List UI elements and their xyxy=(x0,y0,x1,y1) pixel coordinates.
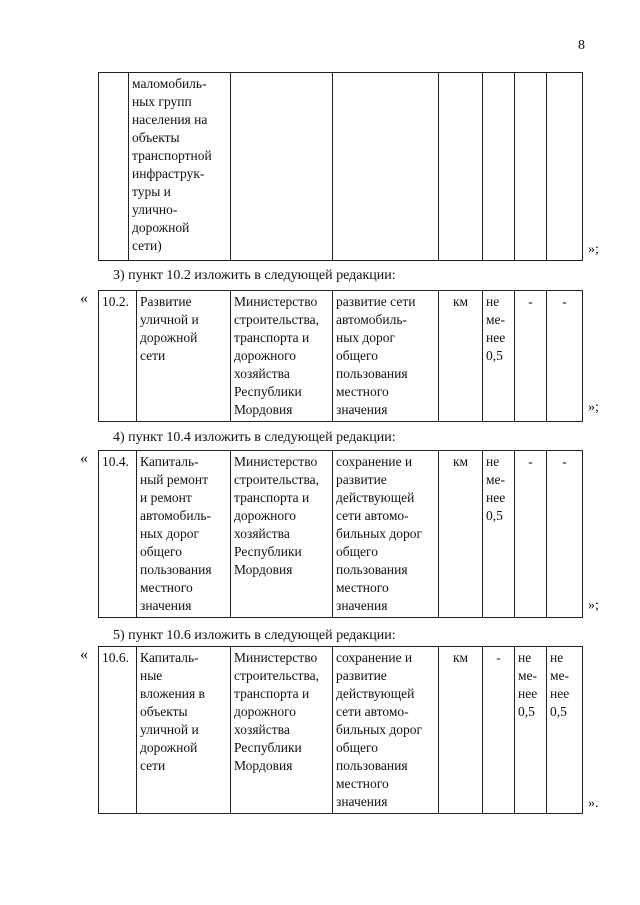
cell-line: хозяйства xyxy=(234,366,290,381)
cell-col7 xyxy=(515,451,547,618)
row-goal xyxy=(336,649,435,811)
cell-line: автомобиль- xyxy=(336,312,408,327)
cell-line: пользования xyxy=(140,562,212,577)
cell-col7 xyxy=(515,291,547,422)
row-number: 10.6. xyxy=(102,650,129,665)
cell-number xyxy=(99,647,137,814)
row-goal xyxy=(336,293,435,419)
cell-line: транспортной xyxy=(132,148,212,163)
cell-line: Министерство xyxy=(234,650,318,665)
cell-col7 xyxy=(515,73,547,261)
cell-line: транспорта и xyxy=(234,490,310,505)
cell-col6 xyxy=(483,451,515,618)
cell-line: пользования xyxy=(336,562,408,577)
cell-col7 xyxy=(515,647,547,814)
cell-line: уличной и xyxy=(140,722,199,737)
cell-unit xyxy=(439,451,483,618)
cell-line: местного xyxy=(336,580,389,595)
cell-col6 xyxy=(483,73,515,261)
cell-line: Капиталь- xyxy=(140,650,199,665)
table-top-fragment xyxy=(98,72,583,261)
row-col6 xyxy=(486,453,511,525)
cell-line: нее xyxy=(486,330,506,345)
cell-line: 0,5 xyxy=(486,508,503,523)
cell-line: улично- xyxy=(132,202,178,217)
cell-line: не xyxy=(486,454,500,469)
cell-line: пользования xyxy=(336,366,408,381)
cell-line: ных дорог xyxy=(336,330,396,345)
cell-line: ных групп xyxy=(132,94,192,109)
cell-line: значения xyxy=(336,402,388,417)
section-note: 3) пункт 10.2 изложить в следующей редакции: xyxy=(113,268,396,283)
cell-line: уличной и xyxy=(140,312,199,327)
cell-line: объекты xyxy=(140,704,188,719)
cell-unit xyxy=(439,291,483,422)
top-fragment-text xyxy=(132,75,227,255)
cell-line: Министерство xyxy=(234,454,318,469)
cell-line: - xyxy=(562,454,567,469)
cell-col6 xyxy=(483,291,515,422)
cell-line: ных дорог xyxy=(140,526,200,541)
cell-line: Капиталь- xyxy=(140,454,199,469)
table-section-10-2 xyxy=(98,290,583,422)
cell-line: населения на xyxy=(132,112,208,127)
cell-line: местного xyxy=(336,776,389,791)
closing-quote: ». xyxy=(588,796,599,811)
cell-line: - xyxy=(496,650,501,665)
cell-line: - xyxy=(562,294,567,309)
cell-line: и ремонт xyxy=(140,490,192,505)
cell-responsible xyxy=(231,451,333,618)
row-col8 xyxy=(550,453,579,471)
opening-quote: « xyxy=(80,646,88,663)
cell-line: транспорта и xyxy=(234,330,310,345)
cell-line: общего xyxy=(140,544,182,559)
row-number: 10.2. xyxy=(102,294,129,309)
cell-number xyxy=(99,291,137,422)
cell-name xyxy=(137,647,231,814)
cell-line: развитие xyxy=(336,472,387,487)
section-note: 5) пункт 10.6 изложить в следующей редакции: xyxy=(113,628,396,643)
cell-line: 0,5 xyxy=(518,704,535,719)
cell-unit xyxy=(439,647,483,814)
cell-line: 0,5 xyxy=(486,348,503,363)
cell-line: не xyxy=(550,650,564,665)
cell-line: сети автомо- xyxy=(336,508,409,523)
cell-number xyxy=(99,73,129,261)
row-col8 xyxy=(550,649,579,721)
row-col7 xyxy=(518,649,543,721)
cell-line: сети) xyxy=(132,238,162,253)
cell-line: хозяйства xyxy=(234,722,290,737)
cell-line: нее xyxy=(550,686,570,701)
row-number: 10.4. xyxy=(102,454,129,469)
cell-line: значения xyxy=(140,598,192,613)
cell-name xyxy=(137,291,231,422)
cell-number xyxy=(99,451,137,618)
cell-line: Мордовия xyxy=(234,758,293,773)
row-unit: км xyxy=(452,454,469,469)
section-note: 4) пункт 10.4 изложить в следующей редакции: xyxy=(113,430,396,445)
cell-line: ме- xyxy=(486,312,506,327)
cell-line: - xyxy=(528,294,533,309)
cell-line: сети xyxy=(140,348,166,363)
cell-col6 xyxy=(483,647,515,814)
row-unit: км xyxy=(452,294,469,309)
cell-responsible xyxy=(231,647,333,814)
cell-line: общего xyxy=(336,544,378,559)
row-col8 xyxy=(550,293,579,311)
cell-line: дорожной xyxy=(140,330,198,345)
opening-quote: « xyxy=(80,450,88,467)
cell-line: нее xyxy=(486,490,506,505)
row-col7 xyxy=(518,293,543,311)
cell-line: инфраструк- xyxy=(132,166,205,181)
closing-quote: »; xyxy=(588,598,599,613)
cell-line: сети xyxy=(140,758,166,773)
cell-line: транспорта и xyxy=(234,686,310,701)
cell-line: Республики xyxy=(234,384,302,399)
cell-line: дорожного xyxy=(234,348,297,363)
cell-line: бильных дорог xyxy=(336,722,423,737)
cell-line: ме- xyxy=(486,472,506,487)
cell-line: дорожной xyxy=(132,220,190,235)
cell-line: ме- xyxy=(550,668,570,683)
cell-line: не xyxy=(486,294,500,309)
row-responsible xyxy=(234,453,329,579)
cell-line: развитие xyxy=(336,668,387,683)
cell-col8 xyxy=(547,73,583,261)
cell-line: ме- xyxy=(518,668,538,683)
cell-line: вложения в xyxy=(140,686,205,701)
row-responsible xyxy=(234,293,329,419)
cell-line: Развитие xyxy=(140,294,192,309)
cell-col8 xyxy=(547,291,583,422)
cell-line: туры и xyxy=(132,184,171,199)
cell-goal xyxy=(333,73,439,261)
row-goal xyxy=(336,453,435,615)
cell-line: Министерство xyxy=(234,294,318,309)
closing-quote: »; xyxy=(588,242,599,257)
cell-line: маломобиль- xyxy=(132,76,207,91)
cell-line: строительства, xyxy=(234,668,320,683)
cell-line: строительства, xyxy=(234,472,320,487)
cell-line: Мордовия xyxy=(234,562,293,577)
opening-quote: « xyxy=(80,290,88,307)
cell-responsible xyxy=(231,73,333,261)
cell-name xyxy=(137,451,231,618)
cell-line: дорожного xyxy=(234,704,297,719)
cell-line: объекты xyxy=(132,130,180,145)
cell-line: пользования xyxy=(336,758,408,773)
cell-line: общего xyxy=(336,740,378,755)
cell-line: ные xyxy=(140,668,163,683)
table-section-10-4 xyxy=(98,450,583,618)
cell-line: сохранение и xyxy=(336,454,413,469)
closing-quote: »; xyxy=(588,400,599,415)
cell-goal xyxy=(333,451,439,618)
cell-goal xyxy=(333,647,439,814)
cell-line: действующей xyxy=(336,686,415,701)
table-section-10-6 xyxy=(98,646,583,814)
cell-line: действующей xyxy=(336,490,415,505)
cell-line: местного xyxy=(140,580,193,595)
row-responsible xyxy=(234,649,329,775)
cell-line: бильных дорог xyxy=(336,526,423,541)
cell-line: Республики xyxy=(234,544,302,559)
cell-col8 xyxy=(547,451,583,618)
cell-line: значения xyxy=(336,794,388,809)
cell-line: хозяйства xyxy=(234,526,290,541)
row-name xyxy=(140,453,227,615)
row-name xyxy=(140,293,227,365)
cell-line: строительства, xyxy=(234,312,320,327)
cell-unit xyxy=(439,73,483,261)
cell-line: Мордовия xyxy=(234,402,293,417)
row-col7 xyxy=(518,453,543,471)
cell-line: дорожной xyxy=(140,740,198,755)
cell-line: 0,5 xyxy=(550,704,567,719)
cell-line: - xyxy=(528,454,533,469)
cell-line: нее xyxy=(518,686,538,701)
cell-line: ный ремонт xyxy=(140,472,209,487)
row-col6 xyxy=(486,649,511,667)
row-col6 xyxy=(486,293,511,365)
cell-col8 xyxy=(547,647,583,814)
cell-line: не xyxy=(518,650,532,665)
cell-line: дорожного xyxy=(234,508,297,523)
cell-name xyxy=(129,73,231,261)
page-number: 8 xyxy=(578,38,585,53)
cell-line: развитие сети xyxy=(336,294,416,309)
cell-goal xyxy=(333,291,439,422)
cell-line: общего xyxy=(336,348,378,363)
cell-line: местного xyxy=(336,384,389,399)
cell-line: сети автомо- xyxy=(336,704,409,719)
row-unit: км xyxy=(452,650,469,665)
row-name xyxy=(140,649,227,775)
cell-line: значения xyxy=(336,598,388,613)
cell-line: автомобиль- xyxy=(140,508,212,523)
cell-line: Республики xyxy=(234,740,302,755)
cell-line: сохранение и xyxy=(336,650,413,665)
cell-responsible xyxy=(231,291,333,422)
